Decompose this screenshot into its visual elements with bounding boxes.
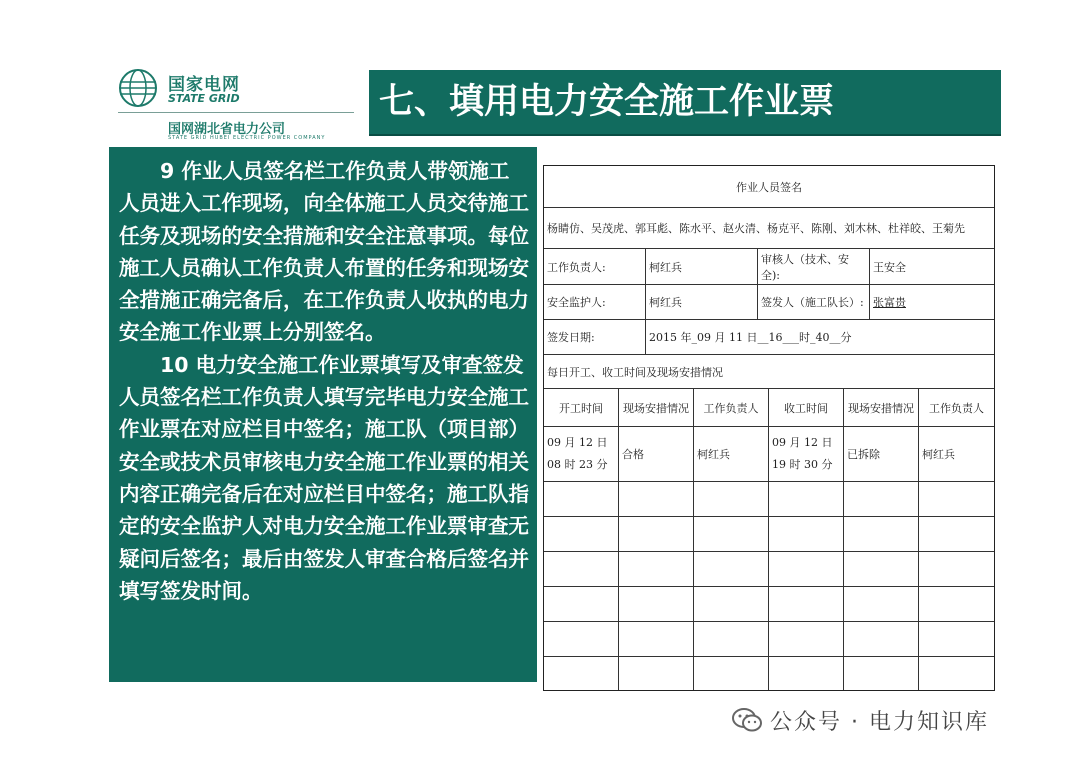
- grid-line: [843, 482, 844, 690]
- col-end-time: 收工时间: [769, 389, 844, 426]
- title-underline: [369, 134, 1001, 136]
- wechat-icon: [732, 707, 762, 733]
- record-leader-2: 柯红兵: [922, 448, 955, 461]
- record-measures: 合格: [619, 427, 694, 481]
- empty-row: [544, 622, 994, 657]
- leader-row: [544, 249, 994, 285]
- logo-divider: [118, 112, 354, 113]
- state-grid-logo: [118, 64, 358, 142]
- record-measures-2: 已拆除: [844, 427, 919, 481]
- grid-line: [768, 482, 769, 690]
- date-label: 签发日期:: [544, 320, 646, 354]
- signers-row: [544, 208, 994, 249]
- form-header-row: [544, 166, 994, 208]
- globe-logo-icon: [118, 68, 158, 108]
- record-leader: 柯红兵: [694, 427, 769, 481]
- wechat-watermark: [732, 703, 989, 737]
- reviewer-value: 王安全: [873, 260, 906, 274]
- issuer-label: 签发人（施工队长）:: [758, 285, 870, 319]
- empty-row: [544, 552, 994, 587]
- monitor-label: 安全监护人:: [544, 285, 646, 319]
- daily-header-row: [544, 355, 994, 389]
- col-site-measures: 现场安措情况: [619, 389, 694, 426]
- paragraph-10: 10 电力安全施工作业票填写及审查签发人员签名栏工作负责人填写完毕电力安全施工作业票在对应栏目中签名；施工队（项目部）安全或技术员审核电力安全施工作业票的相关内容正确完备后在对应栏目中签名；施工队指定的安全监护人对电力安全施工作业票审查无疑问后签名；最后由签发人审查合格后签名并填写签发时间。: [119, 352, 529, 603]
- leader-value: 柯红兵: [646, 249, 758, 284]
- signers-list: 杨睛仿、吴茂虎、郭耳彪、陈水平、赵火清、杨克平、陈刚、刘木林、杜祥皎、王菊先: [547, 222, 965, 235]
- monitor-row: [544, 285, 994, 320]
- logo-name-cn: 国家电网: [168, 75, 240, 95]
- col-leader-2: 工作负责人: [929, 401, 984, 415]
- record-start-time: 09 月 12 日 08 时 23 分: [544, 427, 619, 481]
- issuer-value: 张富贵: [873, 296, 906, 309]
- leader-label: 工作负责人:: [544, 249, 646, 284]
- date-value: 2015 年_09 月 11 日__16___时_40__分: [649, 331, 852, 344]
- col-site-measures-2: 现场安措情况: [844, 389, 919, 426]
- reviewer-label: 审核人（技术、安全):: [758, 249, 870, 284]
- logo-company-cn: 国网湖北省电力公司: [168, 122, 286, 137]
- work-ticket-form: [543, 165, 995, 691]
- empty-row: [544, 587, 994, 622]
- daily-header: 每日开工、收工时间及现场安措情况: [547, 365, 723, 379]
- paragraph-9: 9 作业人员签名栏工作负责人带领施工人员进入工作现场，向全体施工人员交待施工任务及现场的安全措施和安全注意事项。每位施工人员确认工作负责人布置的任务和现场安全措施正确完备后，在工作负责人收执的电力安全施工作业票上分别签名。: [119, 159, 529, 345]
- slide-title: 七、填用电力安全施工作业票: [369, 70, 1001, 134]
- grid-line: [618, 482, 619, 690]
- grid-line: [918, 482, 919, 690]
- logo-company-en: STATE GRID HUBEI ELECTRIC POWER COMPANY: [168, 135, 326, 141]
- record-end-time: 09 月 12 日 19 时 30 分: [769, 427, 844, 481]
- form-header: 作业人员签名: [736, 180, 802, 194]
- date-row: [544, 320, 994, 355]
- empty-row: [544, 517, 994, 552]
- empty-row: [544, 482, 994, 517]
- record-row: [544, 427, 994, 482]
- explanation-textbox: [109, 147, 537, 682]
- column-header-row: [544, 389, 994, 427]
- grid-line: [693, 482, 694, 690]
- watermark-text: 公众号 · 电力知识库: [770, 709, 989, 735]
- logo-name-en: STATE GRID: [168, 92, 240, 105]
- col-leader: 工作负责人: [694, 389, 769, 426]
- col-start-time: 开工时间: [544, 389, 619, 426]
- monitor-value: 柯红兵: [646, 285, 758, 319]
